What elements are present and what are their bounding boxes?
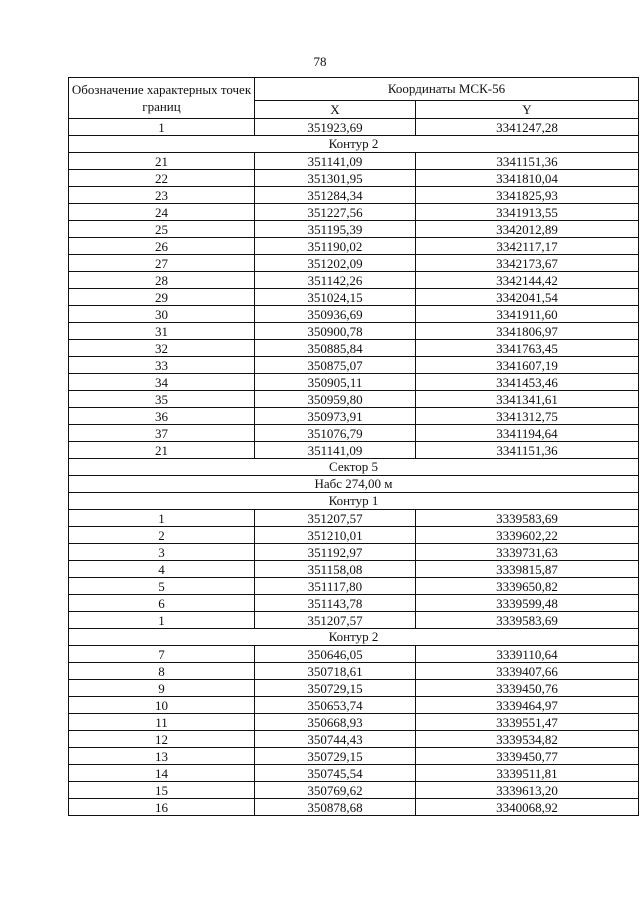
point-id-cell: 1 xyxy=(69,510,255,527)
point-id-cell: 15 xyxy=(69,782,255,799)
table-row xyxy=(69,204,639,221)
table-row xyxy=(69,170,639,187)
point-id-cell: 13 xyxy=(69,748,255,765)
x-coordinate-cell: 351076,79 xyxy=(255,425,416,442)
y-coordinate-cell: 3341607,19 xyxy=(416,357,639,374)
y-coordinate-cell: 3341151,36 xyxy=(416,442,639,459)
point-id-cell: 35 xyxy=(69,391,255,408)
point-id-cell: 32 xyxy=(69,340,255,357)
x-coordinate-cell: 351227,56 xyxy=(255,204,416,221)
x-coordinate-cell: 351284,34 xyxy=(255,187,416,204)
section-row xyxy=(69,459,639,476)
y-coordinate-cell: 3341763,45 xyxy=(416,340,639,357)
y-coordinate-cell: 3341194,64 xyxy=(416,425,639,442)
y-coordinate-cell: 3342117,17 xyxy=(416,238,639,255)
y-coordinate-cell: 3339613,20 xyxy=(416,782,639,799)
x-coordinate-cell: 350668,93 xyxy=(255,714,416,731)
table-row xyxy=(69,612,639,629)
table-row xyxy=(69,119,639,136)
point-id-cell: 33 xyxy=(69,357,255,374)
point-id-cell: 2 xyxy=(69,527,255,544)
table-row xyxy=(69,357,639,374)
y-coordinate-cell: 3339407,66 xyxy=(416,663,639,680)
point-id-cell: 23 xyxy=(69,187,255,204)
x-coordinate-cell: 350973,91 xyxy=(255,408,416,425)
table-row xyxy=(69,680,639,697)
point-id-cell: 6 xyxy=(69,595,255,612)
table-row xyxy=(69,221,639,238)
y-coordinate-cell: 3339650,82 xyxy=(416,578,639,595)
y-coordinate-cell: 3341913,55 xyxy=(416,204,639,221)
section-row xyxy=(69,629,639,646)
x-coordinate-cell: 350646,05 xyxy=(255,646,416,663)
x-coordinate-cell: 351117,80 xyxy=(255,578,416,595)
x-coordinate-cell: 351207,57 xyxy=(255,612,416,629)
x-coordinate-cell: 351210,01 xyxy=(255,527,416,544)
x-coordinate-cell: 350744,43 xyxy=(255,731,416,748)
y-coordinate-cell: 3339110,64 xyxy=(416,646,639,663)
point-id-cell: 11 xyxy=(69,714,255,731)
table-row xyxy=(69,187,639,204)
table-row xyxy=(69,323,639,340)
point-id-cell: 31 xyxy=(69,323,255,340)
x-coordinate-cell: 350769,62 xyxy=(255,782,416,799)
y-coordinate-cell: 3342173,67 xyxy=(416,255,639,272)
section-row xyxy=(69,136,639,153)
y-coordinate-cell: 3342012,89 xyxy=(416,221,639,238)
y-coordinate-cell: 3339551,47 xyxy=(416,714,639,731)
table-row xyxy=(69,782,639,799)
x-coordinate-cell: 350729,15 xyxy=(255,680,416,697)
table-row xyxy=(69,272,639,289)
section-label: Контур 2 xyxy=(69,136,639,153)
x-coordinate-cell: 351141,09 xyxy=(255,442,416,459)
table-row xyxy=(69,697,639,714)
x-coordinate-cell: 350878,68 xyxy=(255,799,416,816)
point-id-cell: 28 xyxy=(69,272,255,289)
point-id-cell: 26 xyxy=(69,238,255,255)
points-column-header: Обозначение характерных точек границ xyxy=(69,78,255,119)
y-coordinate-cell: 3341341,61 xyxy=(416,391,639,408)
x-coordinate-cell: 350745,54 xyxy=(255,765,416,782)
section-label: Контур 1 xyxy=(69,493,639,510)
point-id-cell: 10 xyxy=(69,697,255,714)
table-row xyxy=(69,578,639,595)
point-id-cell: 7 xyxy=(69,646,255,663)
point-id-cell: 27 xyxy=(69,255,255,272)
table-row xyxy=(69,799,639,816)
point-id-cell: 21 xyxy=(69,442,255,459)
x-coordinate-cell: 351301,95 xyxy=(255,170,416,187)
table-row xyxy=(69,595,639,612)
y-coordinate-cell: 3341151,36 xyxy=(416,153,639,170)
point-id-cell: 30 xyxy=(69,306,255,323)
coordinates-table xyxy=(68,77,639,816)
y-coordinate-cell: 3339450,77 xyxy=(416,748,639,765)
y-coordinate-cell: 3339731,63 xyxy=(416,544,639,561)
point-id-cell: 14 xyxy=(69,765,255,782)
table-row xyxy=(69,663,639,680)
section-row xyxy=(69,493,639,510)
y-coordinate-cell: 3341806,97 xyxy=(416,323,639,340)
point-id-cell: 4 xyxy=(69,561,255,578)
y-coordinate-cell: 3339450,76 xyxy=(416,680,639,697)
x-coordinate-cell: 351158,08 xyxy=(255,561,416,578)
table-row xyxy=(69,374,639,391)
point-id-cell: 3 xyxy=(69,544,255,561)
y-coordinate-cell: 3339534,82 xyxy=(416,731,639,748)
y-coordinate-cell: 3339511,81 xyxy=(416,765,639,782)
y-coordinate-cell: 3339583,69 xyxy=(416,612,639,629)
point-id-cell: 34 xyxy=(69,374,255,391)
point-id-cell: 1 xyxy=(69,612,255,629)
y-coordinate-cell: 3339815,87 xyxy=(416,561,639,578)
table-row xyxy=(69,765,639,782)
coords-column-header: Координаты МСК-56 xyxy=(255,78,639,101)
y-coordinate-cell: 3341911,60 xyxy=(416,306,639,323)
x-coordinate-cell: 350885,84 xyxy=(255,340,416,357)
x-coordinate-cell: 350959,80 xyxy=(255,391,416,408)
x-coordinate-cell: 351207,57 xyxy=(255,510,416,527)
table-row xyxy=(69,289,639,306)
point-id-cell: 22 xyxy=(69,170,255,187)
x-coordinate-cell: 351190,02 xyxy=(255,238,416,255)
point-id-cell: 37 xyxy=(69,425,255,442)
y-column-header: Y xyxy=(416,101,639,119)
y-coordinate-cell: 3340068,92 xyxy=(416,799,639,816)
point-id-cell: 5 xyxy=(69,578,255,595)
x-coordinate-cell: 351195,39 xyxy=(255,221,416,238)
table-row xyxy=(69,255,639,272)
point-id-cell: 16 xyxy=(69,799,255,816)
table-row xyxy=(69,527,639,544)
point-id-cell: 1 xyxy=(69,119,255,136)
x-coordinate-cell: 350936,69 xyxy=(255,306,416,323)
y-coordinate-cell: 3339599,48 xyxy=(416,595,639,612)
x-coordinate-cell: 350729,15 xyxy=(255,748,416,765)
table-row xyxy=(69,238,639,255)
point-id-cell: 21 xyxy=(69,153,255,170)
x-coordinate-cell: 351024,15 xyxy=(255,289,416,306)
point-id-cell: 9 xyxy=(69,680,255,697)
table-row xyxy=(69,510,639,527)
point-id-cell: 36 xyxy=(69,408,255,425)
x-coordinate-cell: 351192,97 xyxy=(255,544,416,561)
table-body xyxy=(69,119,639,816)
table-row xyxy=(69,408,639,425)
section-label: Контур 2 xyxy=(69,629,639,646)
point-id-cell: 25 xyxy=(69,221,255,238)
table-row xyxy=(69,561,639,578)
table-row xyxy=(69,731,639,748)
page-number: 78 xyxy=(313,54,327,69)
section-label: Сектор 5 xyxy=(69,459,639,476)
y-coordinate-cell: 3339464,97 xyxy=(416,697,639,714)
y-coordinate-cell: 3341312,75 xyxy=(416,408,639,425)
y-coordinate-cell: 3339583,69 xyxy=(416,510,639,527)
point-id-cell: 24 xyxy=(69,204,255,221)
table-header xyxy=(69,78,639,119)
y-coordinate-cell: 3342041,54 xyxy=(416,289,639,306)
x-column-header: X xyxy=(255,101,416,119)
x-coordinate-cell: 351143,78 xyxy=(255,595,416,612)
point-id-cell: 8 xyxy=(69,663,255,680)
x-coordinate-cell: 351142,26 xyxy=(255,272,416,289)
x-coordinate-cell: 350875,07 xyxy=(255,357,416,374)
table-row xyxy=(69,442,639,459)
y-coordinate-cell: 3341453,46 xyxy=(416,374,639,391)
x-coordinate-cell: 351141,09 xyxy=(255,153,416,170)
table-row xyxy=(69,748,639,765)
point-id-cell: 12 xyxy=(69,731,255,748)
y-coordinate-cell: 3341810,04 xyxy=(416,170,639,187)
table-row xyxy=(69,391,639,408)
y-coordinate-cell: 3339602,22 xyxy=(416,527,639,544)
section-row xyxy=(69,476,639,493)
x-coordinate-cell: 351923,69 xyxy=(255,119,416,136)
table-row xyxy=(69,153,639,170)
table-row xyxy=(69,306,639,323)
y-coordinate-cell: 3342144,42 xyxy=(416,272,639,289)
y-coordinate-cell: 3341247,28 xyxy=(416,119,639,136)
x-coordinate-cell: 350653,74 xyxy=(255,697,416,714)
section-label: Набс 274,00 м xyxy=(69,476,639,493)
y-coordinate-cell: 3341825,93 xyxy=(416,187,639,204)
table-row xyxy=(69,544,639,561)
table-row xyxy=(69,340,639,357)
table-row xyxy=(69,646,639,663)
x-coordinate-cell: 350900,78 xyxy=(255,323,416,340)
x-coordinate-cell: 351202,09 xyxy=(255,255,416,272)
table-row xyxy=(69,425,639,442)
x-coordinate-cell: 350718,61 xyxy=(255,663,416,680)
x-coordinate-cell: 350905,11 xyxy=(255,374,416,391)
point-id-cell: 29 xyxy=(69,289,255,306)
table-row xyxy=(69,714,639,731)
